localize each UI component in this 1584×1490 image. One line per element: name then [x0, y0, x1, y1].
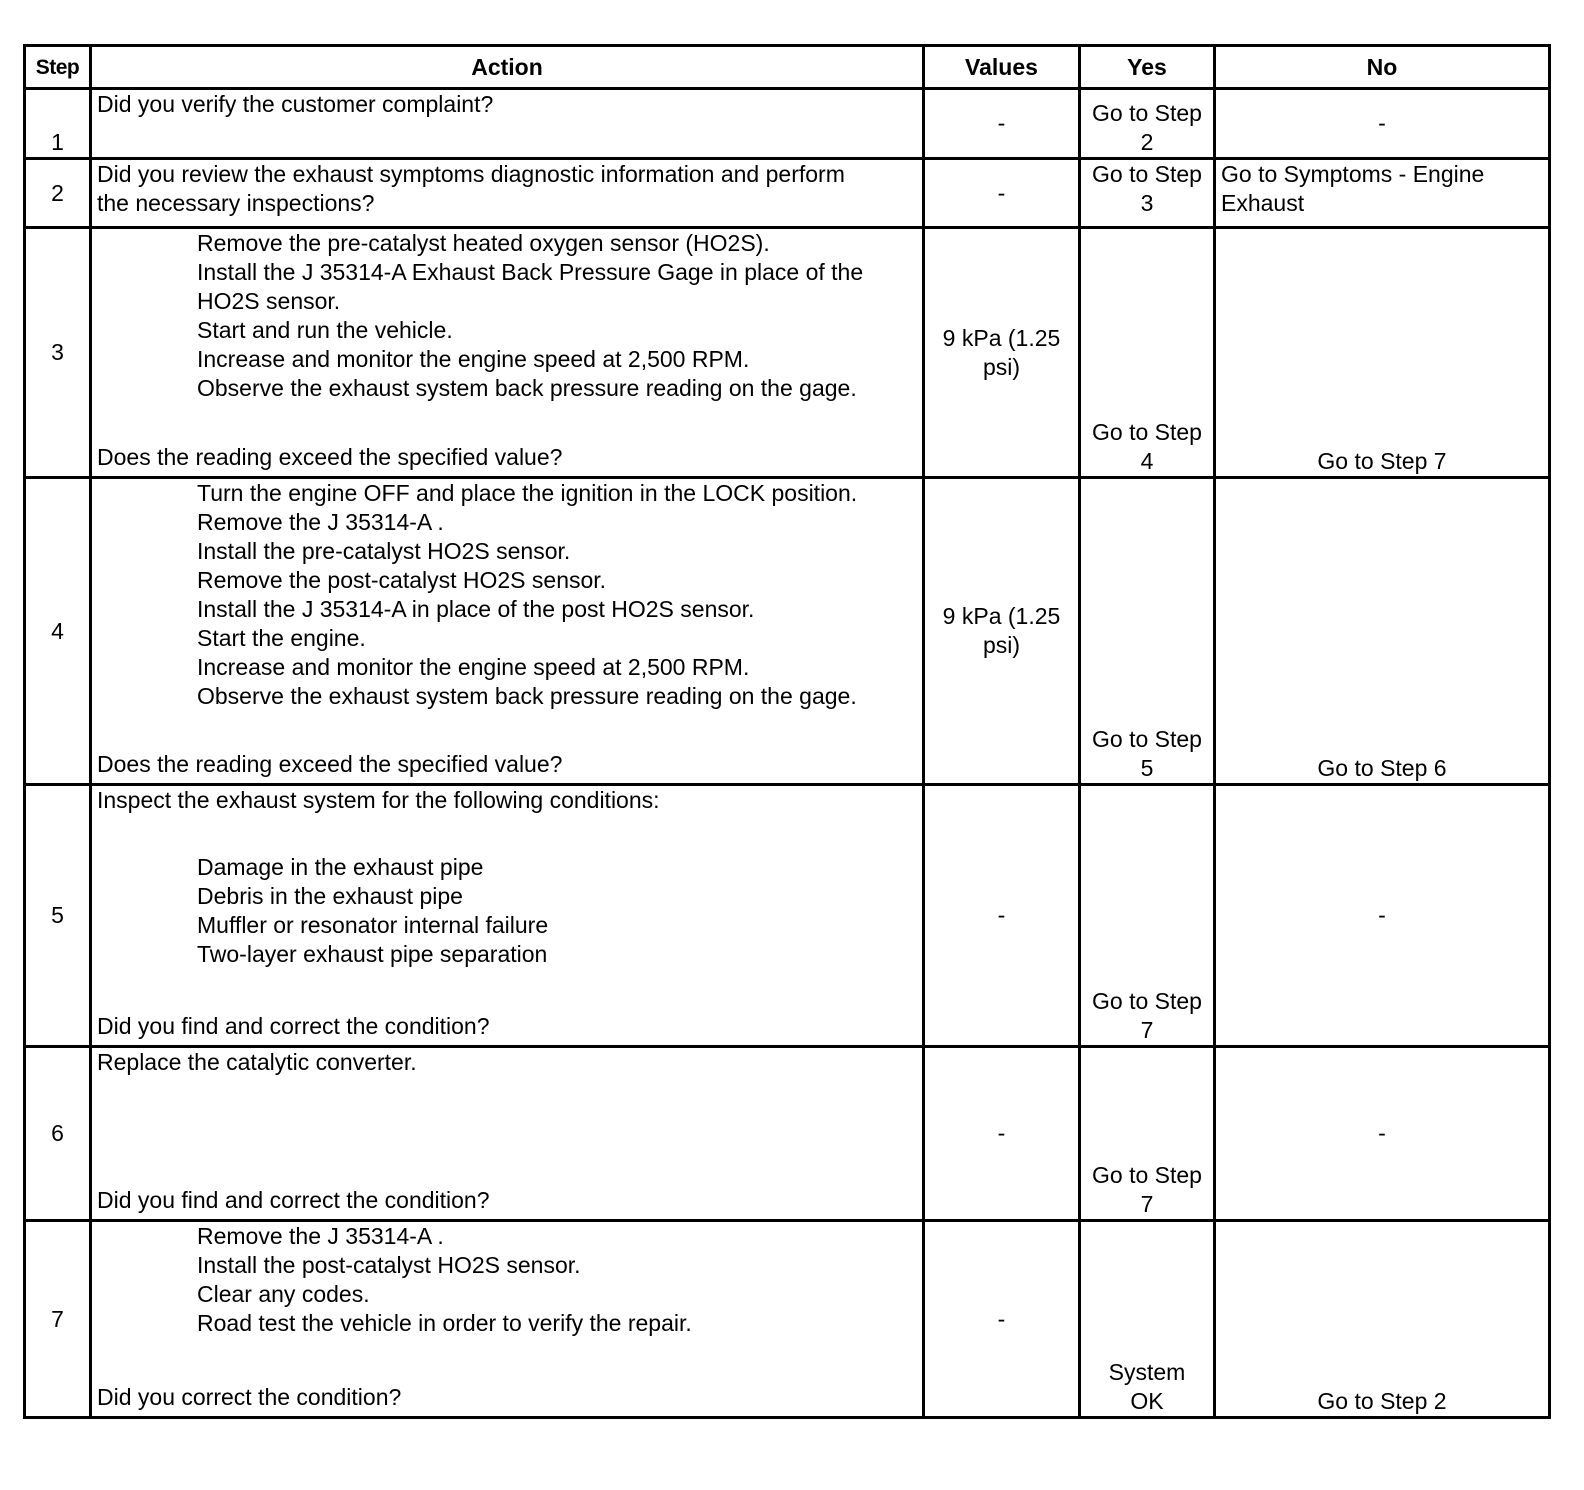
action-substep: Start and run the vehicle. — [197, 317, 453, 343]
action-cell — [91, 89, 924, 159]
header-step: Step — [25, 46, 91, 89]
action-cell — [91, 159, 924, 228]
action-cell — [91, 228, 924, 478]
table-row-step-7 — [25, 1221, 1550, 1418]
action-substep: Install the J 35314-A in place of the post HO2S sensor. — [197, 596, 755, 622]
yes-line: Go to Step — [1092, 726, 1202, 752]
step-number: 4 — [25, 478, 91, 785]
action-substep: Install the pre-catalyst HO2S sensor. — [197, 538, 571, 564]
values-line: psi) — [982, 632, 1021, 658]
values-cell — [924, 478, 1080, 785]
action-substep: Install the J 35314-A Exhaust Back Pressure Gage in place of the — [197, 259, 864, 285]
yes-line: 3 — [1140, 190, 1154, 216]
no-cell: - — [1215, 89, 1550, 159]
yes-line: System — [1108, 1359, 1186, 1385]
header-action: Action — [91, 46, 924, 89]
action-substep: Muffler or resonator internal failure — [197, 912, 549, 938]
yes-line: 5 — [1140, 755, 1154, 781]
yes-line: Go to Step — [1092, 1162, 1202, 1188]
action-question: Does the reading exceed the specified value? — [97, 444, 563, 470]
table-row-step-3 — [25, 228, 1550, 478]
action-substep: Clear any codes. — [197, 1281, 370, 1307]
values-cell: - — [924, 785, 1080, 1047]
step-number: 7 — [25, 1221, 91, 1418]
no-line: Go to Symptoms - Engine — [1221, 161, 1485, 187]
header-no: No — [1215, 46, 1550, 89]
action-substep: Remove the post-catalyst HO2S sensor. — [197, 567, 607, 593]
header-row — [25, 46, 1550, 89]
action-substep: Debris in the exhaust pipe — [197, 883, 463, 909]
yes-cell — [1080, 159, 1215, 228]
yes-line: Go to Step — [1092, 161, 1202, 187]
no-cell: Go to Step 7 — [1215, 228, 1550, 478]
yes-cell — [1080, 1221, 1215, 1418]
action-cell — [91, 478, 924, 785]
action-substep: Observe the exhaust system back pressure reading on the gage. — [197, 375, 857, 401]
yes-cell — [1080, 89, 1215, 159]
action-substep: Remove the J 35314-A . — [197, 509, 444, 535]
action-substep: Turn the engine OFF and place the ignition in the LOCK position. — [197, 480, 858, 506]
diagnostic-table — [23, 44, 1551, 1419]
yes-line: 4 — [1140, 448, 1154, 474]
action-substep: Two-layer exhaust pipe separation — [197, 941, 548, 967]
no-cell: - — [1215, 785, 1550, 1047]
action-substep: Remove the J 35314-A . — [197, 1223, 444, 1249]
action-intro: Replace the catalytic converter. — [97, 1049, 417, 1075]
table-row-step-1 — [25, 89, 1550, 159]
yes-line: 7 — [1140, 1191, 1154, 1217]
table-row-step-6 — [25, 1047, 1550, 1221]
action-substep: Install the post-catalyst HO2S sensor. — [197, 1252, 581, 1278]
no-cell — [1215, 159, 1550, 228]
table-row-step-5 — [25, 785, 1550, 1047]
yes-cell — [1080, 785, 1215, 1047]
header-values: Values — [924, 46, 1080, 89]
table-row-step-4 — [25, 478, 1550, 785]
action-substep: Remove the pre-catalyst heated oxygen sensor (HO2S). — [197, 230, 770, 256]
action-text: Did you review the exhaust symptoms diagnostic information and perform — [97, 161, 845, 187]
no-cell: Go to Step 6 — [1215, 478, 1550, 785]
action-question: Did you find and correct the condition? — [97, 1187, 490, 1213]
yes-line: 7 — [1140, 1017, 1154, 1043]
values-line: 9 kPa (1.25 — [942, 603, 1061, 629]
no-line: Exhaust — [1221, 190, 1305, 216]
yes-cell — [1080, 228, 1215, 478]
action-question: Did you correct the condition? — [97, 1384, 402, 1410]
step-number: 6 — [25, 1047, 91, 1221]
yes-line: 2 — [1140, 129, 1154, 155]
action-substep: Damage in the exhaust pipe — [197, 854, 484, 880]
spacer — [97, 815, 917, 853]
action-cell — [91, 785, 924, 1047]
no-cell: - — [1215, 1047, 1550, 1221]
yes-cell — [1080, 1047, 1215, 1221]
yes-line: Go to Step — [1092, 988, 1202, 1014]
values-cell: - — [924, 159, 1080, 228]
action-substep: Road test the vehicle in order to verify the repair. — [197, 1310, 692, 1336]
no-cell: Go to Step 2 — [1215, 1221, 1550, 1418]
action-substep: Increase and monitor the engine speed at 2,500 RPM. — [197, 654, 750, 680]
action-cell — [91, 1221, 924, 1418]
action-text: Did you verify the customer complaint? — [97, 91, 494, 117]
values-line: psi) — [982, 353, 1021, 380]
action-text: the necessary inspections? — [97, 190, 375, 216]
yes-line: OK — [1130, 1388, 1164, 1414]
values-cell: - — [924, 1047, 1080, 1221]
yes-line: Go to Step — [1092, 100, 1202, 126]
header-yes: Yes — [1080, 46, 1215, 89]
values-cell: - — [924, 1221, 1080, 1418]
values-line: 9 kPa (1.25 — [942, 324, 1061, 351]
action-substep: HO2S sensor. — [197, 288, 341, 314]
step-number: 1 — [25, 89, 91, 159]
yes-line: Go to Step — [1092, 419, 1202, 445]
action-substep: Increase and monitor the engine speed at 2,500 RPM. — [197, 346, 750, 372]
action-question: Did you find and correct the condition? — [97, 1013, 490, 1039]
yes-cell — [1080, 478, 1215, 785]
action-question: Does the reading exceed the specified value? — [97, 751, 563, 777]
step-number: 3 — [25, 228, 91, 478]
step-number: 5 — [25, 785, 91, 1047]
table-row-step-2 — [25, 159, 1550, 228]
action-substep: Start the engine. — [197, 625, 366, 651]
action-cell — [91, 1047, 924, 1221]
action-substep: Observe the exhaust system back pressure reading on the gage. — [197, 683, 857, 709]
step-number: 2 — [25, 159, 91, 228]
values-cell — [924, 228, 1080, 478]
action-intro: Inspect the exhaust system for the following conditions: — [97, 787, 660, 813]
values-cell: - — [924, 89, 1080, 159]
